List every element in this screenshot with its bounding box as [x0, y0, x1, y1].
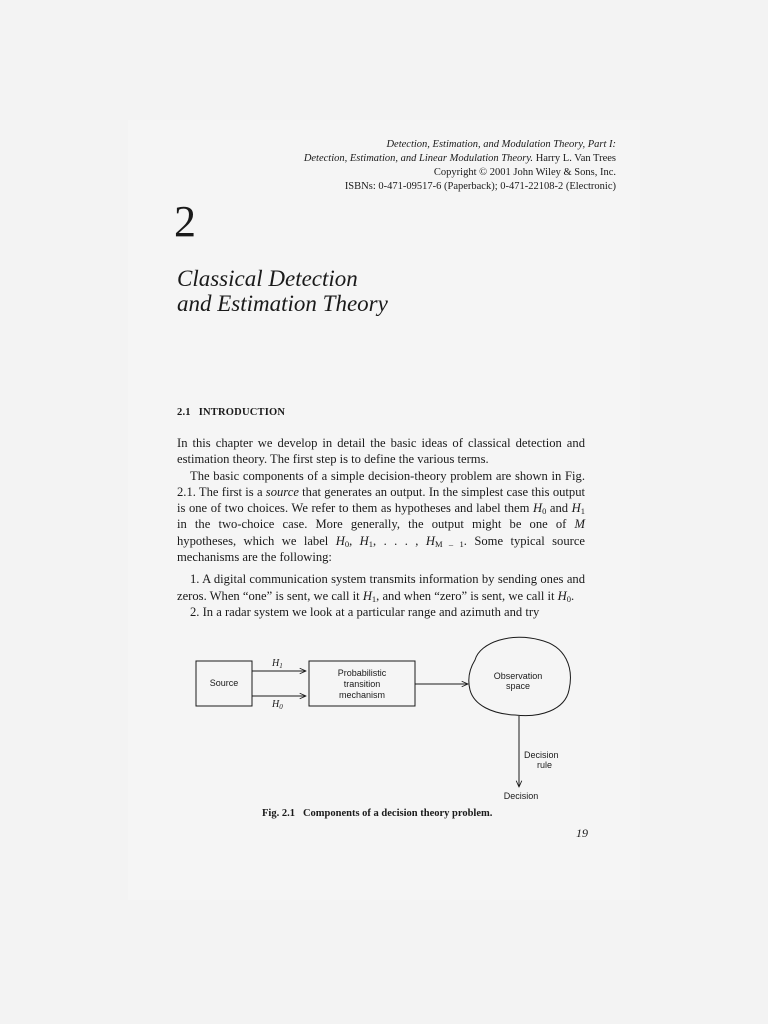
list-item-1: 1. A digital communication system transmits information by sending ones and zeros. When “one” is sent, we call it $H_1$, and when “zero” is sent, we call it $H_0$.	[177, 572, 585, 604]
copyright-line-1: Detection, Estimation, and Modulation Theory, Part I:	[386, 139, 616, 150]
transition-line-2: transition	[343, 679, 381, 689]
copyright-notice	[304, 138, 616, 194]
chapter-title-line-2: and Estimation Theory	[177, 291, 388, 316]
chapter-number: 2	[174, 197, 196, 246]
section-title: INTRODUCTION	[198, 407, 286, 418]
page-number: 19	[576, 826, 588, 840]
h0-label: $H_0$	[272, 699, 283, 711]
figure-caption-text: Components of a decision theory problem.	[302, 808, 493, 819]
source-label: Source	[209, 678, 239, 688]
decision-rule-line-2: rule	[537, 760, 553, 770]
figure-caption	[262, 808, 492, 819]
decision-rule-line-1: Decision	[524, 750, 559, 760]
paragraph-2: The basic components of a simple decision-theory problem are shown in Fig. 2.1. The first is a source that generates an output. In the simplest case this output is one of two choices. We refer to them as hypotheses and label them $H_0$ and $H_1$ in the two-choice case. More generally, the output might be one of M hypotheses, which we label $H_0$, $H_1$, . . . , $H_{M - 1}$. Some typical source mechanisms are the following:	[177, 468, 586, 565]
transition-line-1: Probabilistic	[337, 668, 387, 678]
h1-label: $H_1$	[272, 658, 283, 670]
figure-caption-label: Fig. 2.1	[262, 808, 295, 819]
section-heading	[177, 407, 285, 418]
observation-line-2: space	[505, 681, 531, 691]
paragraph-1: In this chapter we develop in detail the basic ideas of classical detection and estimation theory. The first step is to define the various terms.	[177, 436, 585, 467]
observation-line-1: Observation	[493, 671, 543, 681]
transition-line-3: mechanism	[338, 690, 386, 700]
body-text	[177, 435, 585, 620]
copyright-line-2: Detection, Estimation, and Linear Modulation Theory. Harry L. Van Trees	[303, 153, 616, 164]
copyright-line-4: ISBNs: 0-471-09517-6 (Paperback); 0-471-22108-2 (Electronic)	[344, 181, 616, 192]
list-item-2: 2. In a radar system we look at a particular range and azimuth and try	[190, 604, 540, 619]
copyright-line-3: Copyright © 2001 John Wiley & Sons, Inc.	[433, 167, 616, 178]
chapter-title	[177, 266, 388, 316]
decision-label: Decision	[503, 791, 539, 801]
chapter-title-line-1: Classical Detection	[177, 266, 358, 291]
section-number: 2.1	[177, 407, 191, 418]
